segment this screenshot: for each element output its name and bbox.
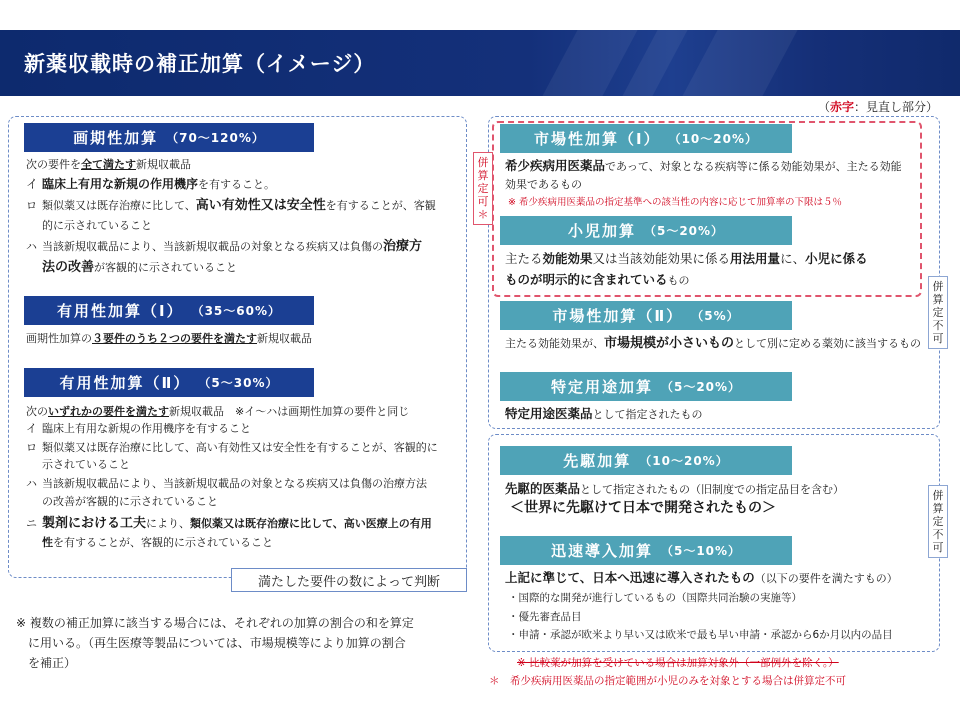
senku-text: 先駆的医薬品として指定されたもの（旧制度での指定品目を含む）	[505, 481, 845, 496]
yuyo2-intro: 次のいずれかの要件を満たす新規収載品 ※イ～ハは画期性加算の要件と同じ	[26, 405, 410, 418]
jinsoku-text: 上記に準じて、日本へ迅速に導入されたもの（以下の要件を満たすもの）	[505, 570, 898, 585]
senku-band: 先駆加算 （10～20%）	[500, 446, 792, 475]
yuyo2-item-ni: ニ 製剤における工夫により、類似薬又は既存治療に比して、高い医療上の有用	[26, 516, 432, 531]
yuyo2-item-i: イ 臨床上有用な新規の作用機序を有すること	[26, 422, 251, 435]
senku-slogan: ＜世界に先駆けて日本で開発されたもの＞	[510, 500, 776, 516]
shijo1-band: 市場性加算（Ⅰ） （10～20%）	[500, 124, 792, 153]
kakki-item-ro: ロ 類似薬又は既存治療に比して、高い有効性又は安全性を有することが、客観	[26, 198, 436, 213]
note-strike: ※ 比較薬が加算を受けている場合は加算対象外（一部例外を除く。）	[517, 657, 839, 669]
page-title: 新薬収載時の補正加算（イメージ）	[24, 52, 376, 76]
footnote-line-2: に用いる。（再生医療等製品については、市場規模等により加算の割合	[16, 636, 406, 650]
kakki-item-ro-2: 的に示されていること	[42, 219, 152, 232]
shijo1-note: ※ 希少疾病用医薬品の指定基準への該当性の内容に応じて加算率の下限は５％	[508, 197, 842, 208]
kakki-intro: 次の要件を全て満たす新規収載品	[26, 158, 191, 171]
yuyo2-item-ha-2: の改善が客観的に示されていること	[42, 495, 218, 508]
note-star: ＊ 希少疾病用医薬品の指定範囲が小児のみを対象とする場合は併算定不可	[489, 675, 846, 687]
footnote-line-1: ※ 複数の補正加算に該当する場合には、それぞれの加算の割合の和を算定	[16, 616, 414, 630]
kakki-item-ha: ハ 当該新規収載品により、当該新規収載品の対象となる疾病又は負傷の治療方	[26, 239, 423, 254]
jinsoku-bullet-2: ・優先審査品目	[508, 611, 582, 623]
yuyo1-band: 有用性加算（Ⅰ） （35～60%）	[24, 296, 314, 325]
yuyo1-text: 画期性加算の３要件のうち２つの要件を満たす新規収載品	[26, 332, 312, 345]
judge-box: 満たした要件の数によって判断	[231, 568, 467, 592]
shijo2-text: 主たる効能効果が、市場規模が小さいものとして別に定める薬効に該当するもの	[505, 336, 922, 351]
yuyo2-item-ro-2: 示されていること	[42, 458, 130, 471]
shijo1-text: 希少疾病用医薬品であって、対象となる疾病等に係る効能効果が、主たる効能	[505, 158, 902, 173]
label-combinable: 併 算 定 可 ＊	[473, 152, 493, 225]
tokutei-text: 特定用途医薬品として指定されたもの	[505, 406, 703, 421]
yuyo2-band: 有用性加算（Ⅱ） （5～30%）	[24, 368, 314, 397]
kakki-item-ha-2: 法の改善が客観的に示されていること	[42, 260, 238, 275]
jinsoku-bullet-1: ・国際的な開発が進行しているもの（国際共同治験の実施等）	[508, 592, 802, 604]
label-not-combinable-2: 併 算 定 不 可	[928, 485, 948, 558]
shoni-band: 小児加算 （5～20%）	[500, 216, 792, 245]
shoni-text: 主たる効能効果又は当該効能効果に係る用法用量に、小児に係る	[505, 251, 868, 266]
title-bar	[0, 30, 960, 96]
yuyo2-item-ha: ハ 当該新規収載品により、当該新規収載品の対象となる疾病又は負傷の治療方法	[26, 477, 427, 490]
label-not-combinable-1: 併 算 定 不 可	[928, 276, 948, 349]
kakki-band: 画期性加算 （70～120%）	[24, 123, 314, 152]
kakki-item-i: イ 臨床上有用な新規の作用機序を有すること。	[26, 177, 276, 191]
shijo2-band: 市場性加算（Ⅱ） （5%）	[500, 301, 792, 330]
shijo1-text-2: 効果であるもの	[505, 178, 582, 191]
shoni-text-2: ものが明示的に含まれているもの	[505, 272, 690, 287]
yuyo2-item-ni-2: 性を有することが、客観的に示されていること	[42, 536, 273, 549]
yuyo2-item-ro: ロ 類似薬又は既存治療に比して、高い有効性又は安全性を有することが、客観的に	[26, 441, 438, 454]
footnote-line-3: を補正）	[16, 656, 77, 670]
legend-note: （赤字：見直し部分）	[817, 100, 938, 114]
jinsoku-band: 迅速導入加算 （5～10%）	[500, 536, 792, 565]
tokutei-band: 特定用途加算 （5～20%）	[500, 372, 792, 401]
jinsoku-bullet-3: ・申請・承認が欧米より早い又は欧米で最も早い申請・承認から6か月以内の品目	[508, 629, 893, 641]
